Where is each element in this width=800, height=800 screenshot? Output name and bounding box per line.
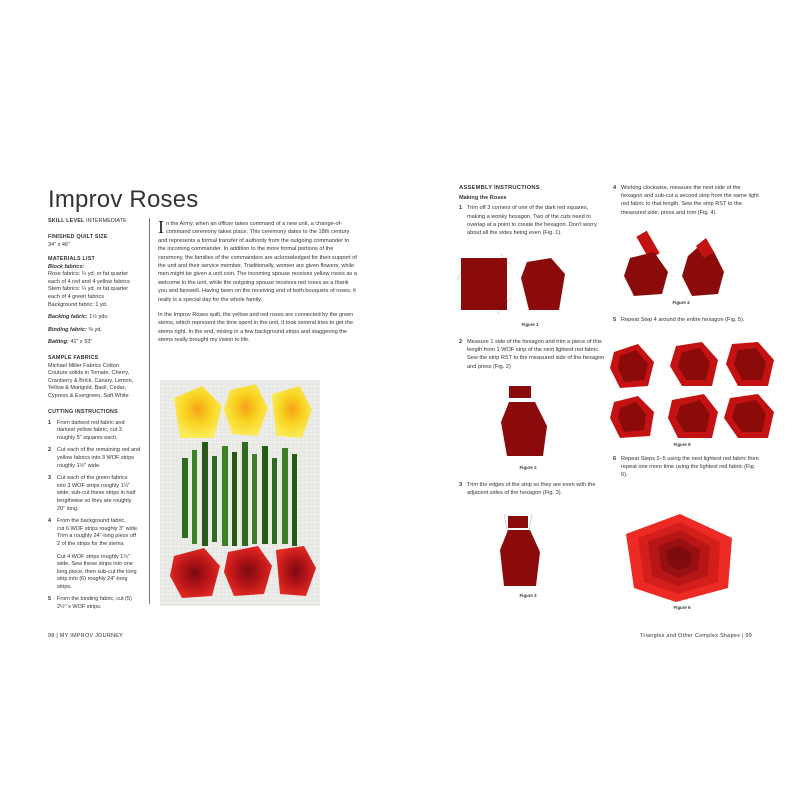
batting-label: Batting:: [48, 339, 69, 346]
step-line: cut 6 WOF strips roughly 3" wide.: [57, 525, 139, 532]
step-number: 3: [459, 482, 463, 488]
step-line: Cut each of the remaining red and: [57, 447, 141, 454]
block-line: each of 4 green fabrics: [48, 293, 104, 300]
step-number: 4: [48, 518, 52, 525]
step-line: strips.: [57, 583, 72, 590]
step-line: From the background fabric,: [57, 518, 126, 525]
left-footer: 98 | MY IMPROV JOURNEY: [48, 633, 123, 639]
block-line: Background fabric: 1 yd.: [48, 301, 108, 308]
step-line: wide. Sew these strips into one: [57, 561, 133, 568]
step-text: Trim off 3 corners of one of the dark red squares, making a wonky hexagon. Two of the cuts need to overlap at a point to create the hexagon. Don't worry about all the sides being even (Fig. 1).: [467, 205, 597, 237]
assembly-step-1: [459, 204, 599, 237]
assembly-step-3: [459, 481, 607, 497]
assembly-step-5: [613, 316, 761, 324]
step-text: Trim the edges of the strip so they are even with the adjacent sides of the hexagon (Fig. 3).: [467, 482, 596, 497]
finished-size-label: FINISHED QUILT SIZE: [48, 234, 108, 240]
drop-cap: I: [158, 217, 164, 237]
step-line: darkest yellow fabric, cut 3: [57, 427, 122, 434]
cutting-step: [48, 420, 143, 443]
figure-1-caption: Figure 1: [521, 322, 539, 327]
figure-2-diagram: [497, 384, 557, 460]
sample-line: Couture solids in Tomato, Cherry,: [48, 370, 130, 377]
step-number: 5: [613, 317, 617, 323]
cutting-step: [48, 475, 143, 513]
intro-paragraph-2: In the Improv Roses quilt, the yellow and red roses are connected by the green stems, which represent the time spent in the unit. It took several tries to get the stems right. In the end, mixing in a few background strips and staggering the stems really brought my vision to life.: [158, 312, 354, 344]
step-line: yellow fabrics into 3 WOF strips: [57, 454, 135, 461]
binding-value: ⅜ yd.: [88, 326, 102, 333]
figure-3-diagram: [490, 512, 550, 592]
sample-fabrics: [48, 355, 144, 401]
step-line: long piece, then sub-cut the long: [57, 568, 137, 575]
batting-value: 41" x 53": [70, 339, 93, 346]
assembly-heading: ASSEMBLY INSTRUCTIONS: [459, 185, 540, 191]
figure-4-caption: Figure 4: [672, 300, 690, 305]
step-text: Repeat Steps 2–5 using the next lightest red fabric then repeat one more time using the lightest red fabric (Fig. 6).: [621, 456, 759, 479]
materials-heading: MATERIALS LIST: [48, 256, 96, 262]
step-number: 3: [48, 475, 52, 482]
figure-6-caption: Figure 6: [673, 605, 691, 610]
sample-line: Cypress & Evergreen, Soft White: [48, 392, 129, 399]
assembly-step-2: [459, 338, 607, 371]
intro-text: [158, 217, 358, 352]
step-line: Cut 4 WOF strips roughly 1½": [57, 553, 130, 560]
step-line: From darkest red fabric and: [57, 419, 125, 426]
finished-size: [48, 234, 108, 249]
making-roses-heading: Making the Roses: [459, 195, 507, 202]
assembly-section: [459, 184, 599, 237]
step-line: into 3 WOF strips roughly 1½": [57, 482, 131, 489]
skill-level-value: INTERMEDIATE: [86, 218, 127, 224]
block-line: each of 4 red and 4 yellow fabrics: [48, 278, 130, 285]
figure-4-diagram: [620, 230, 740, 300]
binding-label: Binding fabric:: [48, 326, 87, 333]
assembly-step-4: [613, 184, 761, 217]
step-line: 2 of the strips for the stems.: [57, 540, 125, 547]
cutting-step: [48, 447, 143, 470]
cutting-step: [48, 596, 143, 611]
right-footer: Triangles and Other Complex Shapes | 99: [640, 633, 753, 639]
step-line: lengthwise so they are roughly: [57, 497, 132, 504]
batting: [48, 339, 144, 347]
step-line: 20" long.: [57, 505, 79, 512]
sample-line: Cranberry & Brick, Canary, Lemon,: [48, 377, 134, 384]
step-line: roughly 1½" wide.: [57, 462, 101, 469]
step-number: 1: [459, 205, 463, 212]
step-text: Measure 1 side of the hexagon and trim a piece of this length from 1 WOF strip of the next lightest red fabric. Sew the strip RST to the measured side of the hexagon and press (Fig. 2): [467, 339, 605, 370]
figure-2-caption: Figure 2: [519, 465, 537, 470]
backing-value: 1½ yds.: [89, 314, 109, 321]
step-line: Cut each of the green fabrics: [57, 475, 128, 482]
step-number: 2: [459, 339, 463, 345]
step-number: 6: [613, 456, 617, 462]
skill-level-label: SKILL LEVEL: [48, 218, 85, 224]
cutting-step: [48, 554, 143, 592]
sample-line: Yellow & Marigold, Basil, Cedar,: [48, 385, 126, 392]
finished-size-value: 34" x 46": [48, 241, 70, 248]
column-divider: [149, 218, 150, 604]
backing-fabric: [48, 314, 144, 322]
step-line: Trim a roughly 24"-long piece off: [57, 533, 136, 540]
step-text: Repeat Step 4 around the entire hexagon (Fig. 5).: [621, 317, 745, 323]
backing-label: Backing fabric:: [48, 314, 88, 321]
step-number: 5: [48, 596, 52, 603]
block-line: Rose fabrics: ¼ yd. or fat quarter: [48, 271, 129, 278]
step-line: wide; sub-cut these strips in half: [57, 490, 136, 497]
sample-line: Michael Miller Fabrics Cotton: [48, 362, 119, 369]
step-number: 1: [48, 419, 52, 426]
assembly-step-6: [613, 455, 761, 480]
step-line: strip into (6) roughly 24"-long: [57, 576, 128, 583]
figure-6-diagram: [620, 512, 744, 604]
cutting-heading: CUTTING INSTRUCTIONS: [48, 409, 118, 415]
step-text: Working clockwise, measure the next side of the hexagon and sub-cut a second strip from the same light red fabric to that length. Sew the strip RST to the measured side, press and trim (Fig. 4).: [621, 185, 759, 216]
step-line: roughly 5" squares each.: [57, 434, 118, 441]
quilt-photo: [160, 380, 320, 606]
figure-1-diagram: [457, 252, 567, 320]
intro-paragraph-1-text: n the Army, when an officer takes command of a new unit, a change-of-command ceremony takes place. This ceremony dates to the 18th century and represents a formal transfer of authority from the outgoing commander to the incoming commander. In addition to the more formal portions of the ceremony, the families of the commanders are acknowledged for their support of the unit and their service member. Traditionally, women are given flowers, while men might be given a unit coin. The incoming spouse receives yellow roses as a welcome to the unit, while the outgoing spouse receives red roses as a thank you and farewell. Having been on the receiving end of both bouquets of roses, it really is a special day for the whole family.: [158, 221, 357, 303]
step-number: 2: [48, 447, 52, 454]
page-title: Improv Roses: [48, 186, 199, 213]
intro-paragraph-1: [158, 217, 358, 304]
step-line: From the binding fabric, cut (5): [57, 596, 132, 603]
block-line: Stem fabrics: ¼ yd. or fat quarter: [48, 286, 129, 293]
cutting-step: [48, 518, 143, 548]
figure-5-diagram: [610, 338, 778, 442]
step-line: 2½" x WOF strips.: [57, 604, 102, 611]
skill-level: [48, 218, 127, 226]
block-fabrics-label: Block fabrics:: [48, 263, 85, 270]
step-number: 4: [613, 185, 617, 191]
binding-fabric: [48, 327, 144, 335]
sample-fabrics-heading: SAMPLE FABRICS: [48, 355, 99, 361]
figure-3-caption: Figure 3: [519, 593, 537, 598]
cutting-instructions: [48, 409, 143, 617]
figure-5-caption: Figure 5: [673, 442, 691, 447]
materials-list: [48, 256, 144, 347]
